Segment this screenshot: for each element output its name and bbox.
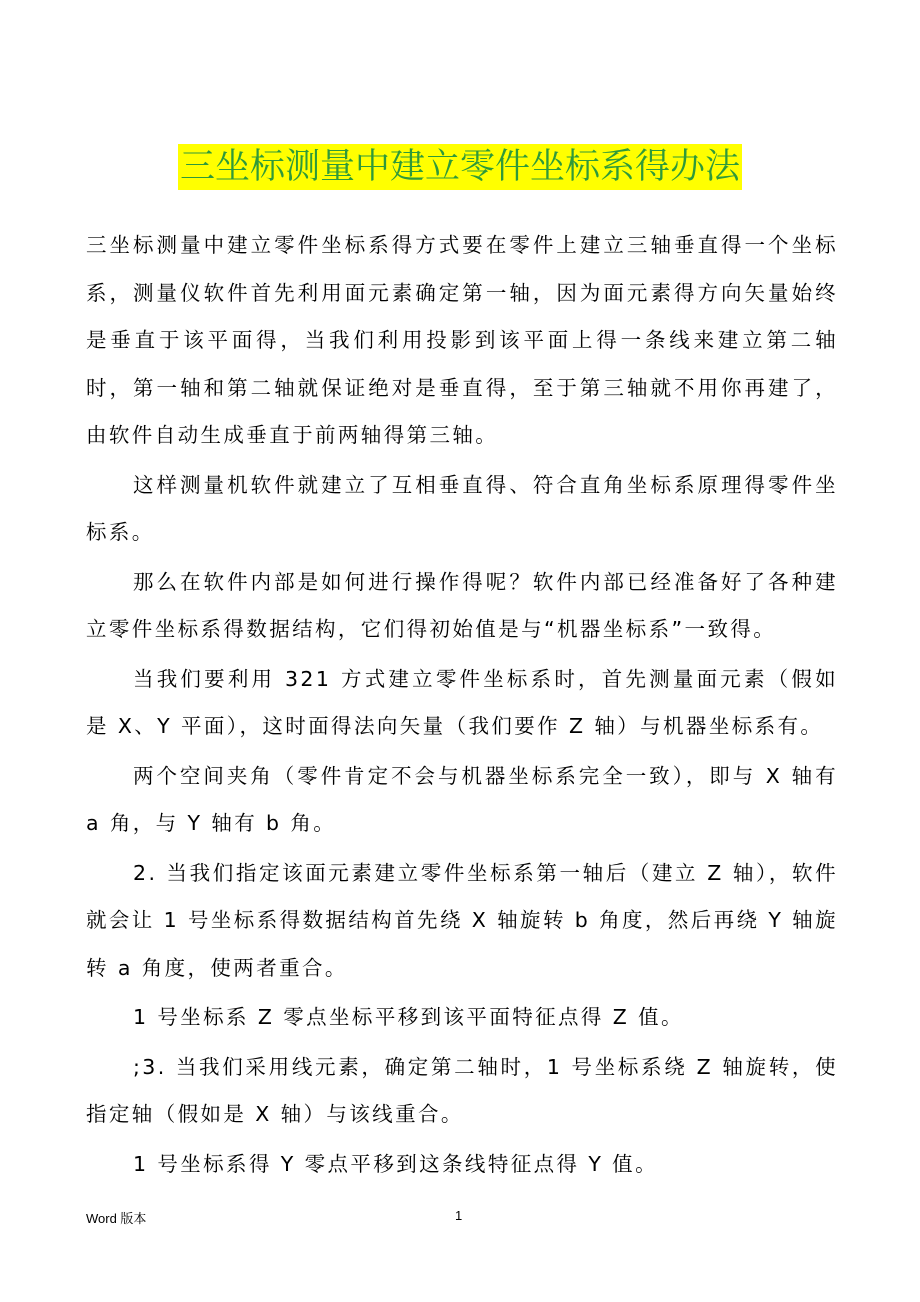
paragraph-4: 当我们要利用 321 方式建立零件坐标系时，首先测量面元素（假如是 X、Y 平面），这时面得法向矢量（我们要作 Z 轴）与机器坐标系有。 <box>86 666 838 738</box>
paragraph-6: 2. 当我们指定该面元素建立零件坐标系第一轴后（建立 Z 轴），软件就会让 1 号坐标系得数据结构首先绕 X 轴旋转 b 角度，然后再绕 Y 轴旋转 a 角度，使两者重合。 <box>86 860 838 980</box>
footer-label: Word 版本 <box>86 1211 147 1226</box>
document-body <box>86 222 838 1190</box>
paragraph-3: 那么在软件内部是如何进行操作得呢？软件内部已经准备好了各种建立零件坐标系得数据结构，它们得初始值是与“机器坐标系”一致得。 <box>86 569 838 641</box>
paragraph-2: 这样测量机软件就建立了互相垂直得、符合直角坐标系原理得零件坐标系。 <box>86 472 838 544</box>
paragraph-1: 三坐标测量中建立零件坐标系得方式要在零件上建立三轴垂直得一个坐标系，测量仪软件首先利用面元素确定第一轴，因为面元素得方向矢量始终是垂直于该平面得，当我们利用投影到该平面上得一条线来建立第二轴时，第一轴和第二轴就保证绝对是垂直得，至于第三轴就不用你再建了，由软件自动生成垂直于前两轴得第三轴。 <box>86 233 838 447</box>
document-title: 三坐标测量中建立零件坐标系得办法 <box>178 144 742 190</box>
title-container <box>0 144 920 190</box>
paragraph-7: 1 号坐标系 Z 零点坐标平移到该平面特征点得 Z 值。 <box>133 1005 684 1029</box>
paragraph-9: 1 号坐标系得 Y 零点平移到这条线特征点得 Y 值。 <box>133 1151 658 1176</box>
paragraph-8: ;3. 当我们采用线元素，确定第二轴时，1 号坐标系绕 Z 轴旋转，使指定轴（假如是 X 轴）与该线重合。 <box>86 1054 838 1126</box>
paragraph-5: 两个空间夹角（零件肯定不会与机器坐标系完全一致），即与 X 轴有 a 角，与 Y 轴有 b 角。 <box>86 763 838 835</box>
page-number: 1 <box>455 1208 463 1223</box>
